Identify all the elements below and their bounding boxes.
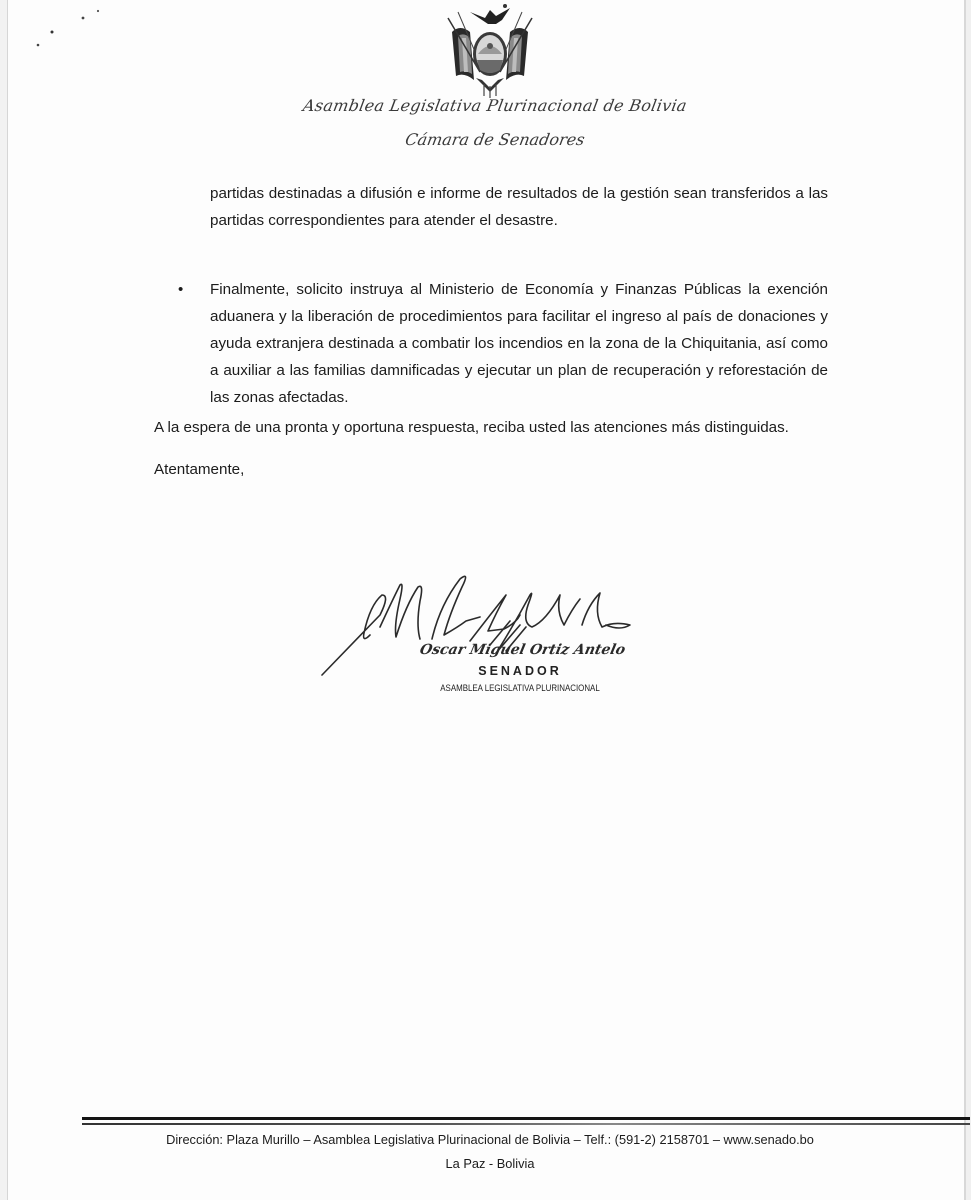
- stamp-name: Oscar Miguel Ortiz Antelo: [418, 642, 627, 658]
- coat-of-arms-icon: [440, 2, 540, 98]
- footer-address: Dirección: Plaza Murillo – Asamblea Legislativa Plurinacional de Bolivia – Telf.: (591-2) 2158701 – www.senado.bo: [166, 1132, 814, 1147]
- institution-title: Asamblea Legislativa Plurinacional de Bolivia: [301, 96, 689, 115]
- bullet-paragraph: Finalmente, solicito instruya al Ministerio de Economía y Finanzas Públicas la exención aduanera y la liberación de procedimientos para facilitar el ingreso al país de donaciones y ayuda extranjera destinada a combatir los incendios en la zona de la Chiquitania, así como a auxiliar a las familias damnificadas y ejecutar un plan de recuperación y reforestación de las zonas afectadas.: [210, 281, 828, 406]
- scan-specks: [30, 5, 110, 50]
- footer-rule-thick: [82, 1117, 970, 1120]
- stamp-role: SENADOR: [478, 664, 562, 678]
- closing-line: A la espera de una pronta y oportuna respuesta, reciba usted las atenciones más distinguidas.: [154, 419, 789, 436]
- page-edge-left: [0, 0, 8, 1200]
- footer-rule-thin: [82, 1123, 970, 1125]
- bullet-icon: •: [178, 281, 184, 298]
- footer-city: La Paz - Bolivia: [445, 1156, 535, 1171]
- stamp-organization: ASAMBLEA LEGISLATIVA PLURINACIONAL: [440, 683, 600, 693]
- page-edge-right: [964, 0, 971, 1200]
- salutation: Atentamente,: [154, 461, 245, 478]
- chamber-title: Cámara de Senadores: [403, 130, 587, 149]
- paragraph-continued: partidas destinadas a difusión e informe de resultados de la gestión sean transferidos a las partidas correspondientes para atender el desastre.: [210, 185, 828, 229]
